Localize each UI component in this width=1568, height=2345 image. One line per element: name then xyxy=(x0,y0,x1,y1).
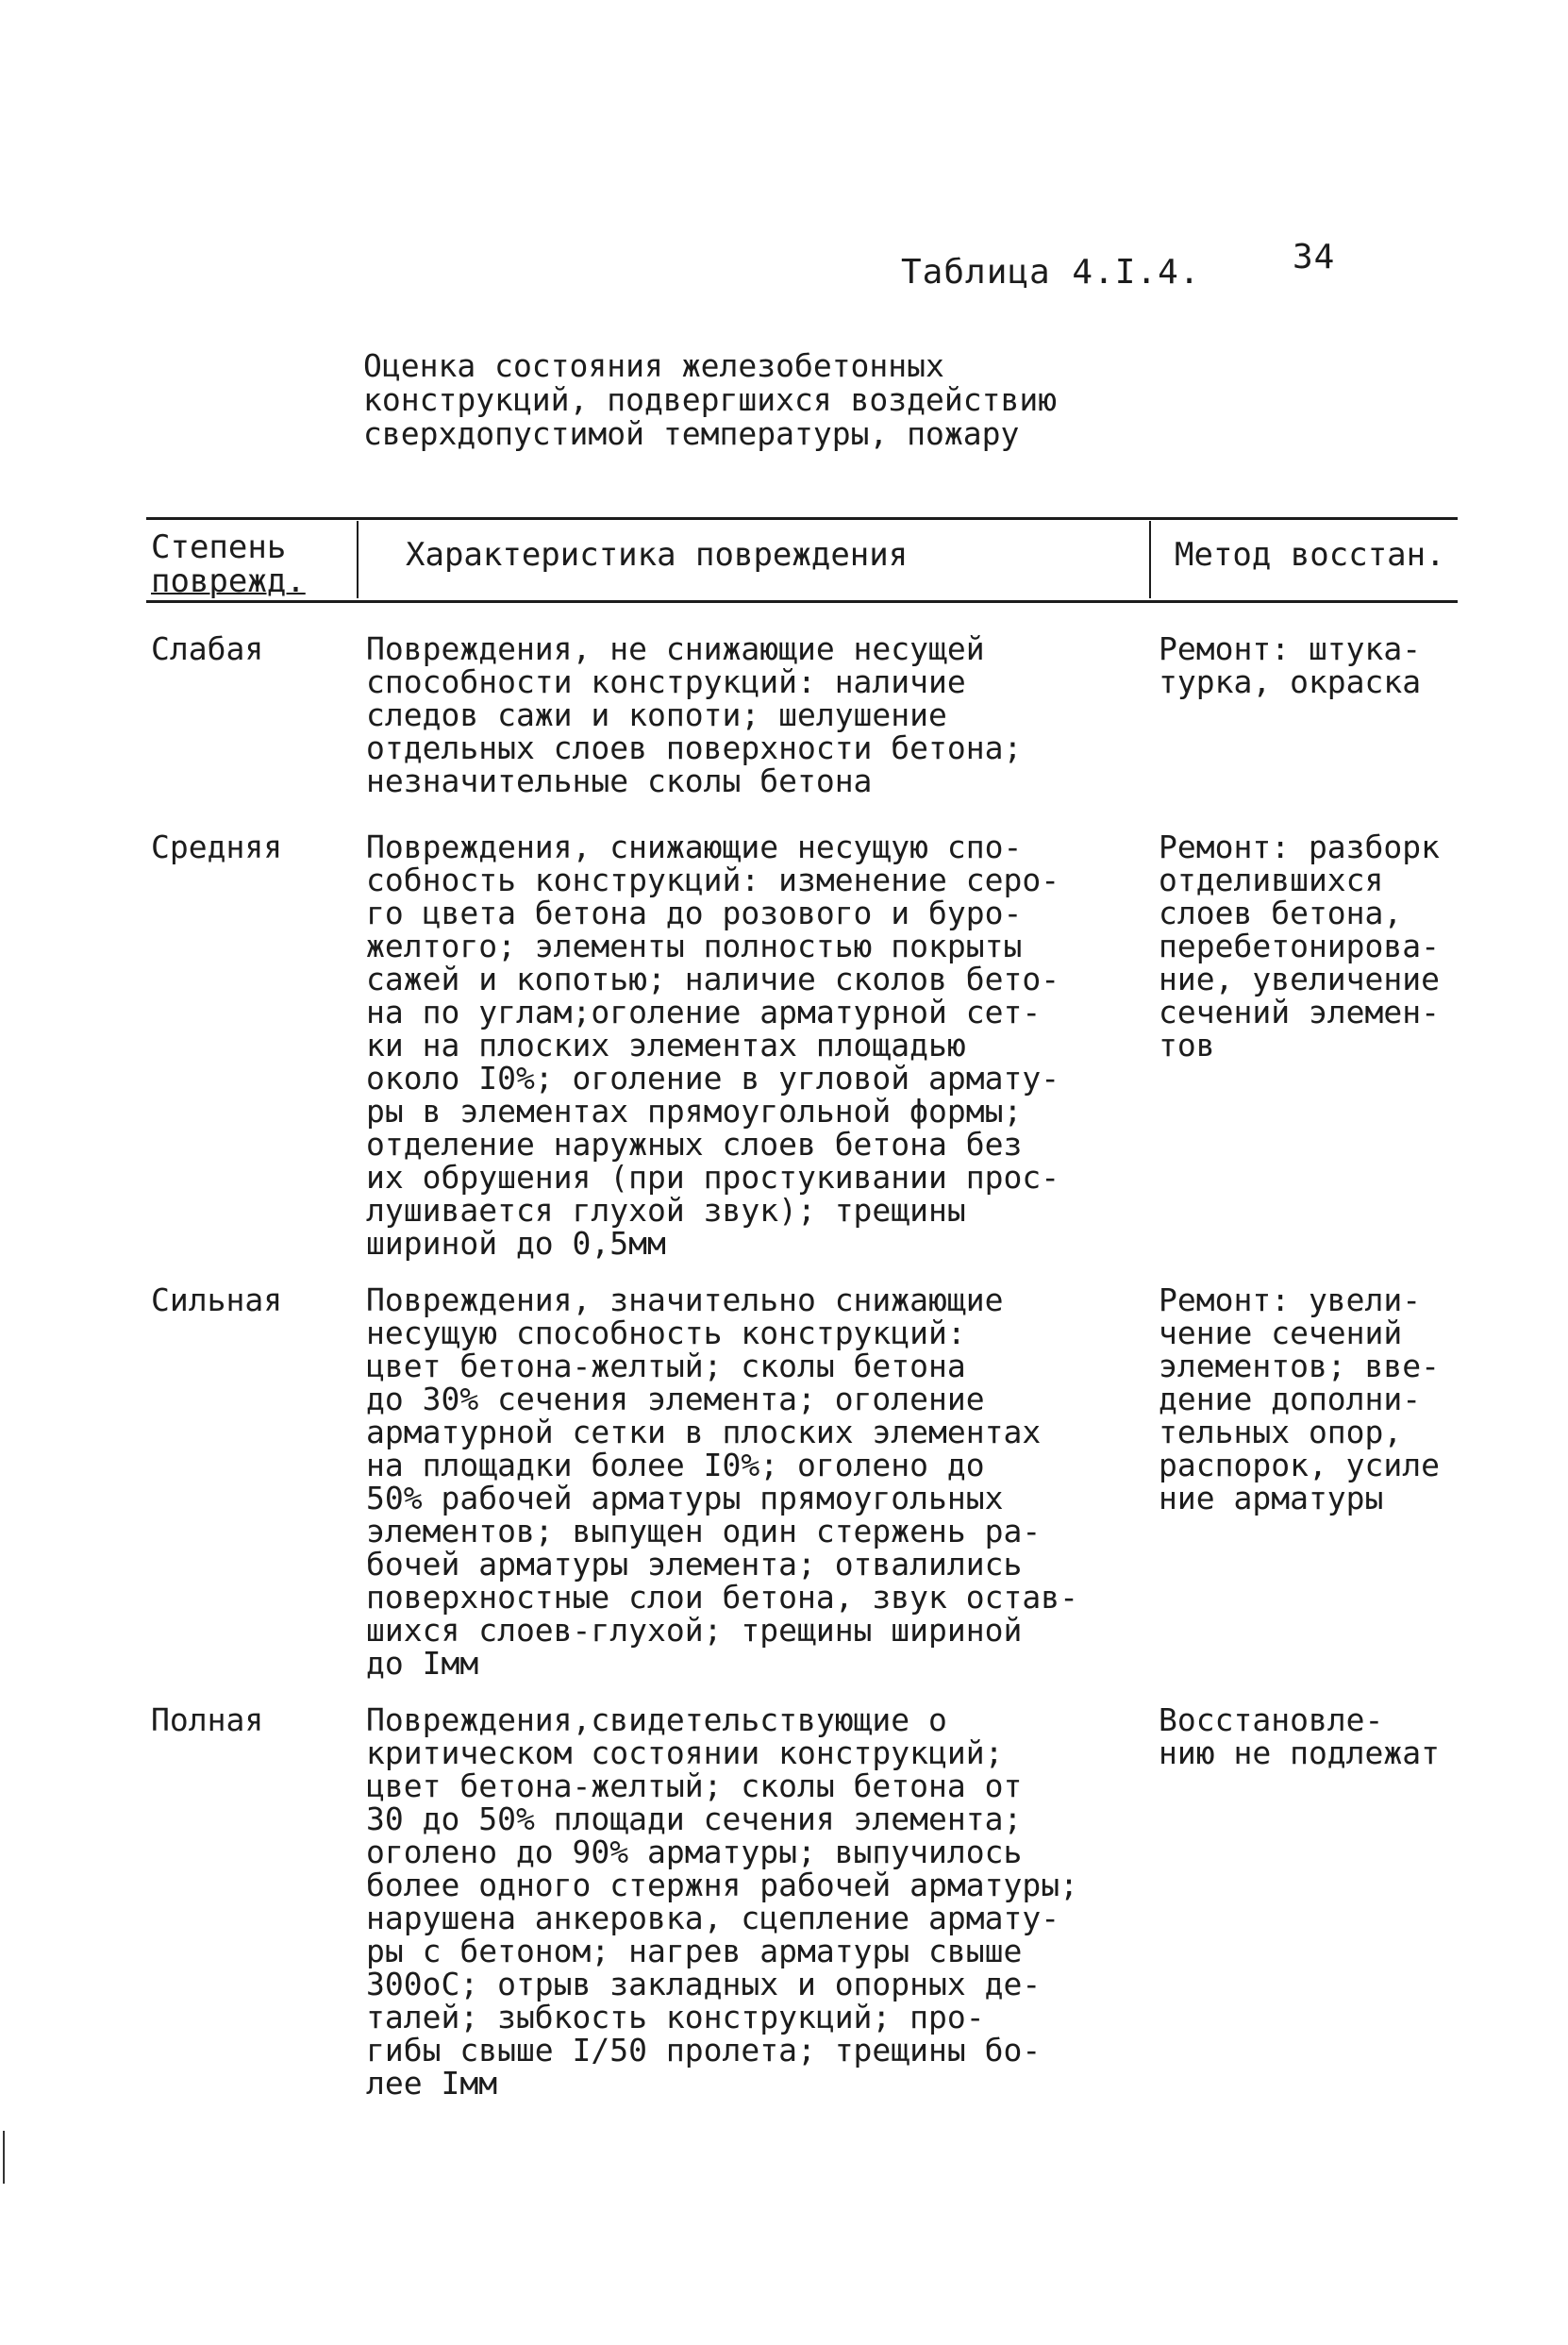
page-number: 34 xyxy=(1293,238,1336,276)
header-degree xyxy=(151,530,306,598)
row-method: Восстановле- нию не подлежат xyxy=(1159,1701,1441,1771)
table-header-rule xyxy=(146,600,1458,603)
row-method: Ремонт: увели- чение сечений элементов; вве- дение дополни- тельных опор, распорок, усиле ние арматуры xyxy=(1159,1281,1441,1516)
row-description: Повреждения, значительно снижающие несущую способность конструкций: цвет бетона-желтый; сколы бетона до 30% сечения элемента; оголение арматурной сетки в плоских элементах на площадки более I0%; оголено до 50% рабочей арматуры прямоугольных элементов; выпущен один стержень ра- бочей арматуры элемента; отвалились поверхностные слои бетона, звук остав- шихся слоев-глухой; трещины шириной до Iмм xyxy=(366,1281,1078,1682)
row-degree: Полная xyxy=(151,1701,264,1738)
header-degree-line2: поврежд. xyxy=(151,562,306,600)
row-description: Повреждения,свидетельствующие о критическом состоянии конструкций; цвет бетона-желтый; сколы бетона от 30 до 50% площади сечения элемента; оголено до 90% арматуры; выпучилось более одного стержня рабочей арматуры; нарушена анкеровка, сцепление армату- ры с бетоном; нагрев арматуры свыше 300оС; отрыв закладных и опорных де- талей; зыбкость конструкций; про- гибы свыше I/50 пролета; трещины бо- лее Iмм xyxy=(366,1701,1078,2102)
row-method: Ремонт: штука- турка, окраска xyxy=(1159,630,1422,700)
header-separator-left xyxy=(357,521,359,598)
header-method: Метод восстан. xyxy=(1175,536,1445,574)
scan-margin-mark xyxy=(3,2131,5,2184)
header-description: Характеристика повреждения xyxy=(406,536,909,574)
row-description: Повреждения, снижающие несущую спо- собность конструкций: изменение серо- го цвета бетона до розового и буро- желтого; элементы полностью покрыты сажей и копотью; наличие сколов бето- на по углам;оголение арматурной сет- ки на плоских элементах площадью около I0%; оголение в угловой армату- ры в элементах прямоугольной формы; отделение наружных слоев бетона без их обрушения (при простукивании прос- лушивается глухой звук); трещины шириной до 0,5мм xyxy=(366,829,1060,1262)
row-degree: Слабая xyxy=(151,630,264,667)
header-degree-line1: Степень xyxy=(151,528,287,566)
table-caption: Оценка состояния железобетонных конструкций, подвергшихся воздействию сверхдопустимой температуры, пожару xyxy=(363,347,1058,452)
table-label: Таблица 4.I.4. xyxy=(901,253,1201,292)
row-description: Повреждения, не снижающие несущей способности конструкций: наличие следов сажи и копоти; шелушение отдельных слоев поверхности бетона; незначительные сколы бетона xyxy=(366,630,1023,799)
row-degree: Сильная xyxy=(151,1281,283,1318)
row-degree: Средняя xyxy=(151,829,283,865)
header-separator-right xyxy=(1149,521,1151,598)
row-method: Ремонт: разборк отделившихся слоев бетона, перебетонирова- ние, увеличение сечений элемен- тов xyxy=(1159,829,1441,1064)
table-top-rule xyxy=(146,517,1458,520)
